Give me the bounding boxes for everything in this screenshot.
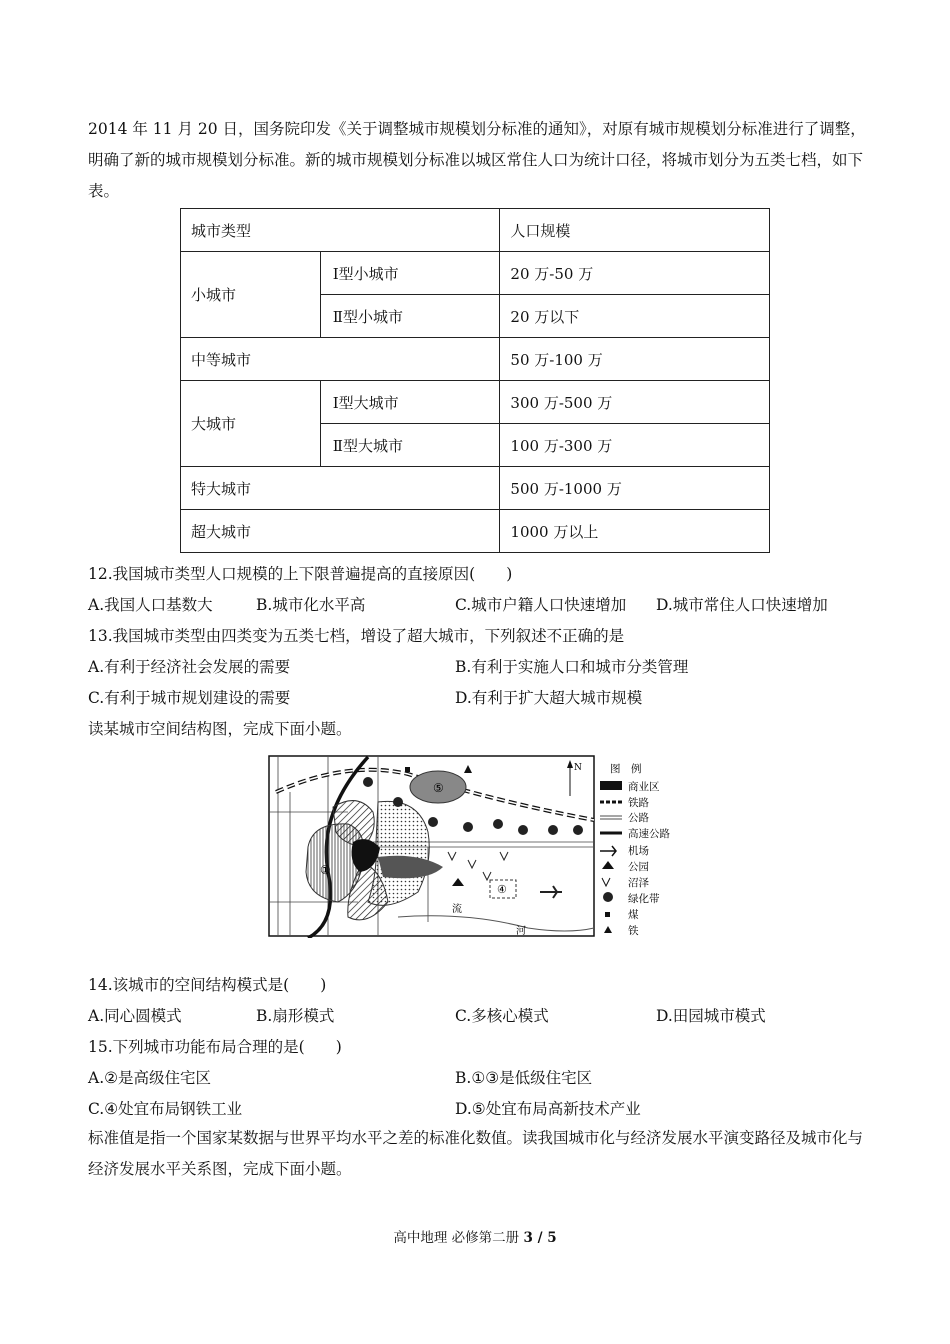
zone-1-label: ① xyxy=(320,863,331,877)
table-cell: 100 万-300 万 xyxy=(500,424,770,467)
legend-commercial-icon xyxy=(600,781,622,790)
q14-option-c: C.多核心模式 xyxy=(455,1007,549,1025)
table-cell: Ⅰ型大城市 xyxy=(320,381,500,424)
table-row xyxy=(181,338,770,381)
legend-item: 沼泽 xyxy=(628,877,649,889)
river-label-1: 流 xyxy=(452,904,462,915)
outro-paragraph: 标准值是指一个国家某数据与世界平均水平之差的标准化数值。读我国城市化与经济发展水平演变路径及城市化与经济发展水平关系图，完成下面小题。 xyxy=(88,1129,864,1178)
table-cell: 大城市 xyxy=(181,381,321,467)
legend-item: 绿化带 xyxy=(628,893,660,905)
q15-option-b: B.①③是低级住宅区 xyxy=(455,1069,593,1087)
page-number: 3 / 5 xyxy=(523,1230,557,1246)
q12-option-b: B.城市化水平高 xyxy=(256,596,366,614)
table-cell: 特大城市 xyxy=(181,467,500,510)
table-cell: 中等城市 xyxy=(181,338,500,381)
q14-option-a: A.同心圆模式 xyxy=(88,1007,182,1025)
map-legend xyxy=(600,762,670,937)
q12-option-a: A.我国人口基数大 xyxy=(88,596,213,614)
zone-5-label: ⑤ xyxy=(433,781,444,795)
city-scale-table xyxy=(180,208,770,553)
table-row xyxy=(181,381,770,424)
city-structure-map xyxy=(268,752,688,938)
legend-title: 图 例 xyxy=(610,763,642,775)
table-header-type: 城市类型 xyxy=(181,209,500,252)
legend-item: 高速公路 xyxy=(628,828,670,840)
q13-option-b: B.有利于实施人口和城市分类管理 xyxy=(455,658,689,676)
page-footer xyxy=(0,1226,950,1246)
coal-mine-icon xyxy=(405,767,410,772)
legend-item: 机场 xyxy=(628,845,649,857)
legend-item: 煤 xyxy=(628,909,639,921)
q15-option-d: D.⑤处宜布局高新技术产业 xyxy=(455,1100,641,1118)
table-cell: 20 万-50 万 xyxy=(500,252,770,295)
legend-item: 商业区 xyxy=(628,781,660,793)
legend-item: 公路 xyxy=(628,812,649,824)
q14-option-b: B.扇形模式 xyxy=(256,1007,335,1025)
legend-item: 铁路 xyxy=(628,797,649,809)
q14-option-d: D.田园城市模式 xyxy=(656,1007,766,1025)
zone-4-label: ④ xyxy=(497,883,507,896)
legend-park-icon xyxy=(602,861,614,869)
table-header-pop: 人口规模 xyxy=(500,209,770,252)
q12-option-d: D.城市常住人口快速增加 xyxy=(656,596,828,614)
legend-iron-icon xyxy=(604,926,612,933)
q13-option-a: A.有利于经济社会发展的需要 xyxy=(88,658,291,676)
table-cell: 超大城市 xyxy=(181,510,500,553)
legend-marsh-icon xyxy=(602,878,610,886)
table-row xyxy=(181,252,770,295)
table-cell: 300 万-500 万 xyxy=(500,381,770,424)
north-label: N xyxy=(574,763,582,773)
table-cell: Ⅱ型大城市 xyxy=(320,424,500,467)
legend-airport-icon xyxy=(600,846,616,856)
table-cell: Ⅱ型小城市 xyxy=(320,295,500,338)
legend-coal-icon xyxy=(605,912,610,917)
map-intro: 读某城市空间结构图，完成下面小题。 xyxy=(88,720,352,738)
question-12-stem: 12.我国城市类型人口规模的上下限普遍提高的直接原因( ) xyxy=(88,565,513,583)
table-cell: 1000 万以上 xyxy=(500,510,770,553)
footer-title: 高中地理 必修第二册 xyxy=(393,1230,524,1246)
question-13-stem: 13.我国城市类型由四类变为五类七档，增设了超大城市，下列叙述不正确的是 xyxy=(88,627,625,645)
intro-paragraph: 2014 年 11 月 20 日，国务院印发《关于调整城市规模划分标准的通知》，对原有城市规模划分标准进行了调整，明确了新的城市规模划分标准。新的城市规模划分标准以城区常住人口为统计口径，将城市划分为五类七档，如下表。 xyxy=(88,120,866,200)
table-cell: 500 万-1000 万 xyxy=(500,467,770,510)
table-cell: Ⅰ型小城市 xyxy=(320,252,500,295)
question-15-stem: 15.下列城市功能布局合理的是( ) xyxy=(88,1038,342,1056)
q12-option-c: C.城市户籍人口快速增加 xyxy=(455,596,627,614)
question-14-stem: 14.该城市的空间结构模式是( ) xyxy=(88,976,327,994)
legend-greenbelt-icon xyxy=(603,892,613,902)
table-row xyxy=(181,209,770,252)
table-cell: 20 万以下 xyxy=(500,295,770,338)
table-cell: 小城市 xyxy=(181,252,321,338)
table-row xyxy=(181,510,770,553)
q13-option-c: C.有利于城市规划建设的需要 xyxy=(88,689,291,707)
table-cell: 50 万-100 万 xyxy=(500,338,770,381)
legend-item: 公园 xyxy=(628,861,649,873)
q15-option-c: C.④处宜布局钢铁工业 xyxy=(88,1100,243,1118)
q15-option-a: A.②是高级住宅区 xyxy=(88,1069,212,1087)
river-label-2: 河 xyxy=(516,926,526,937)
table-row xyxy=(181,467,770,510)
q13-option-d: D.有利于扩大超大城市规模 xyxy=(455,689,643,707)
legend-item: 铁 xyxy=(628,925,639,937)
